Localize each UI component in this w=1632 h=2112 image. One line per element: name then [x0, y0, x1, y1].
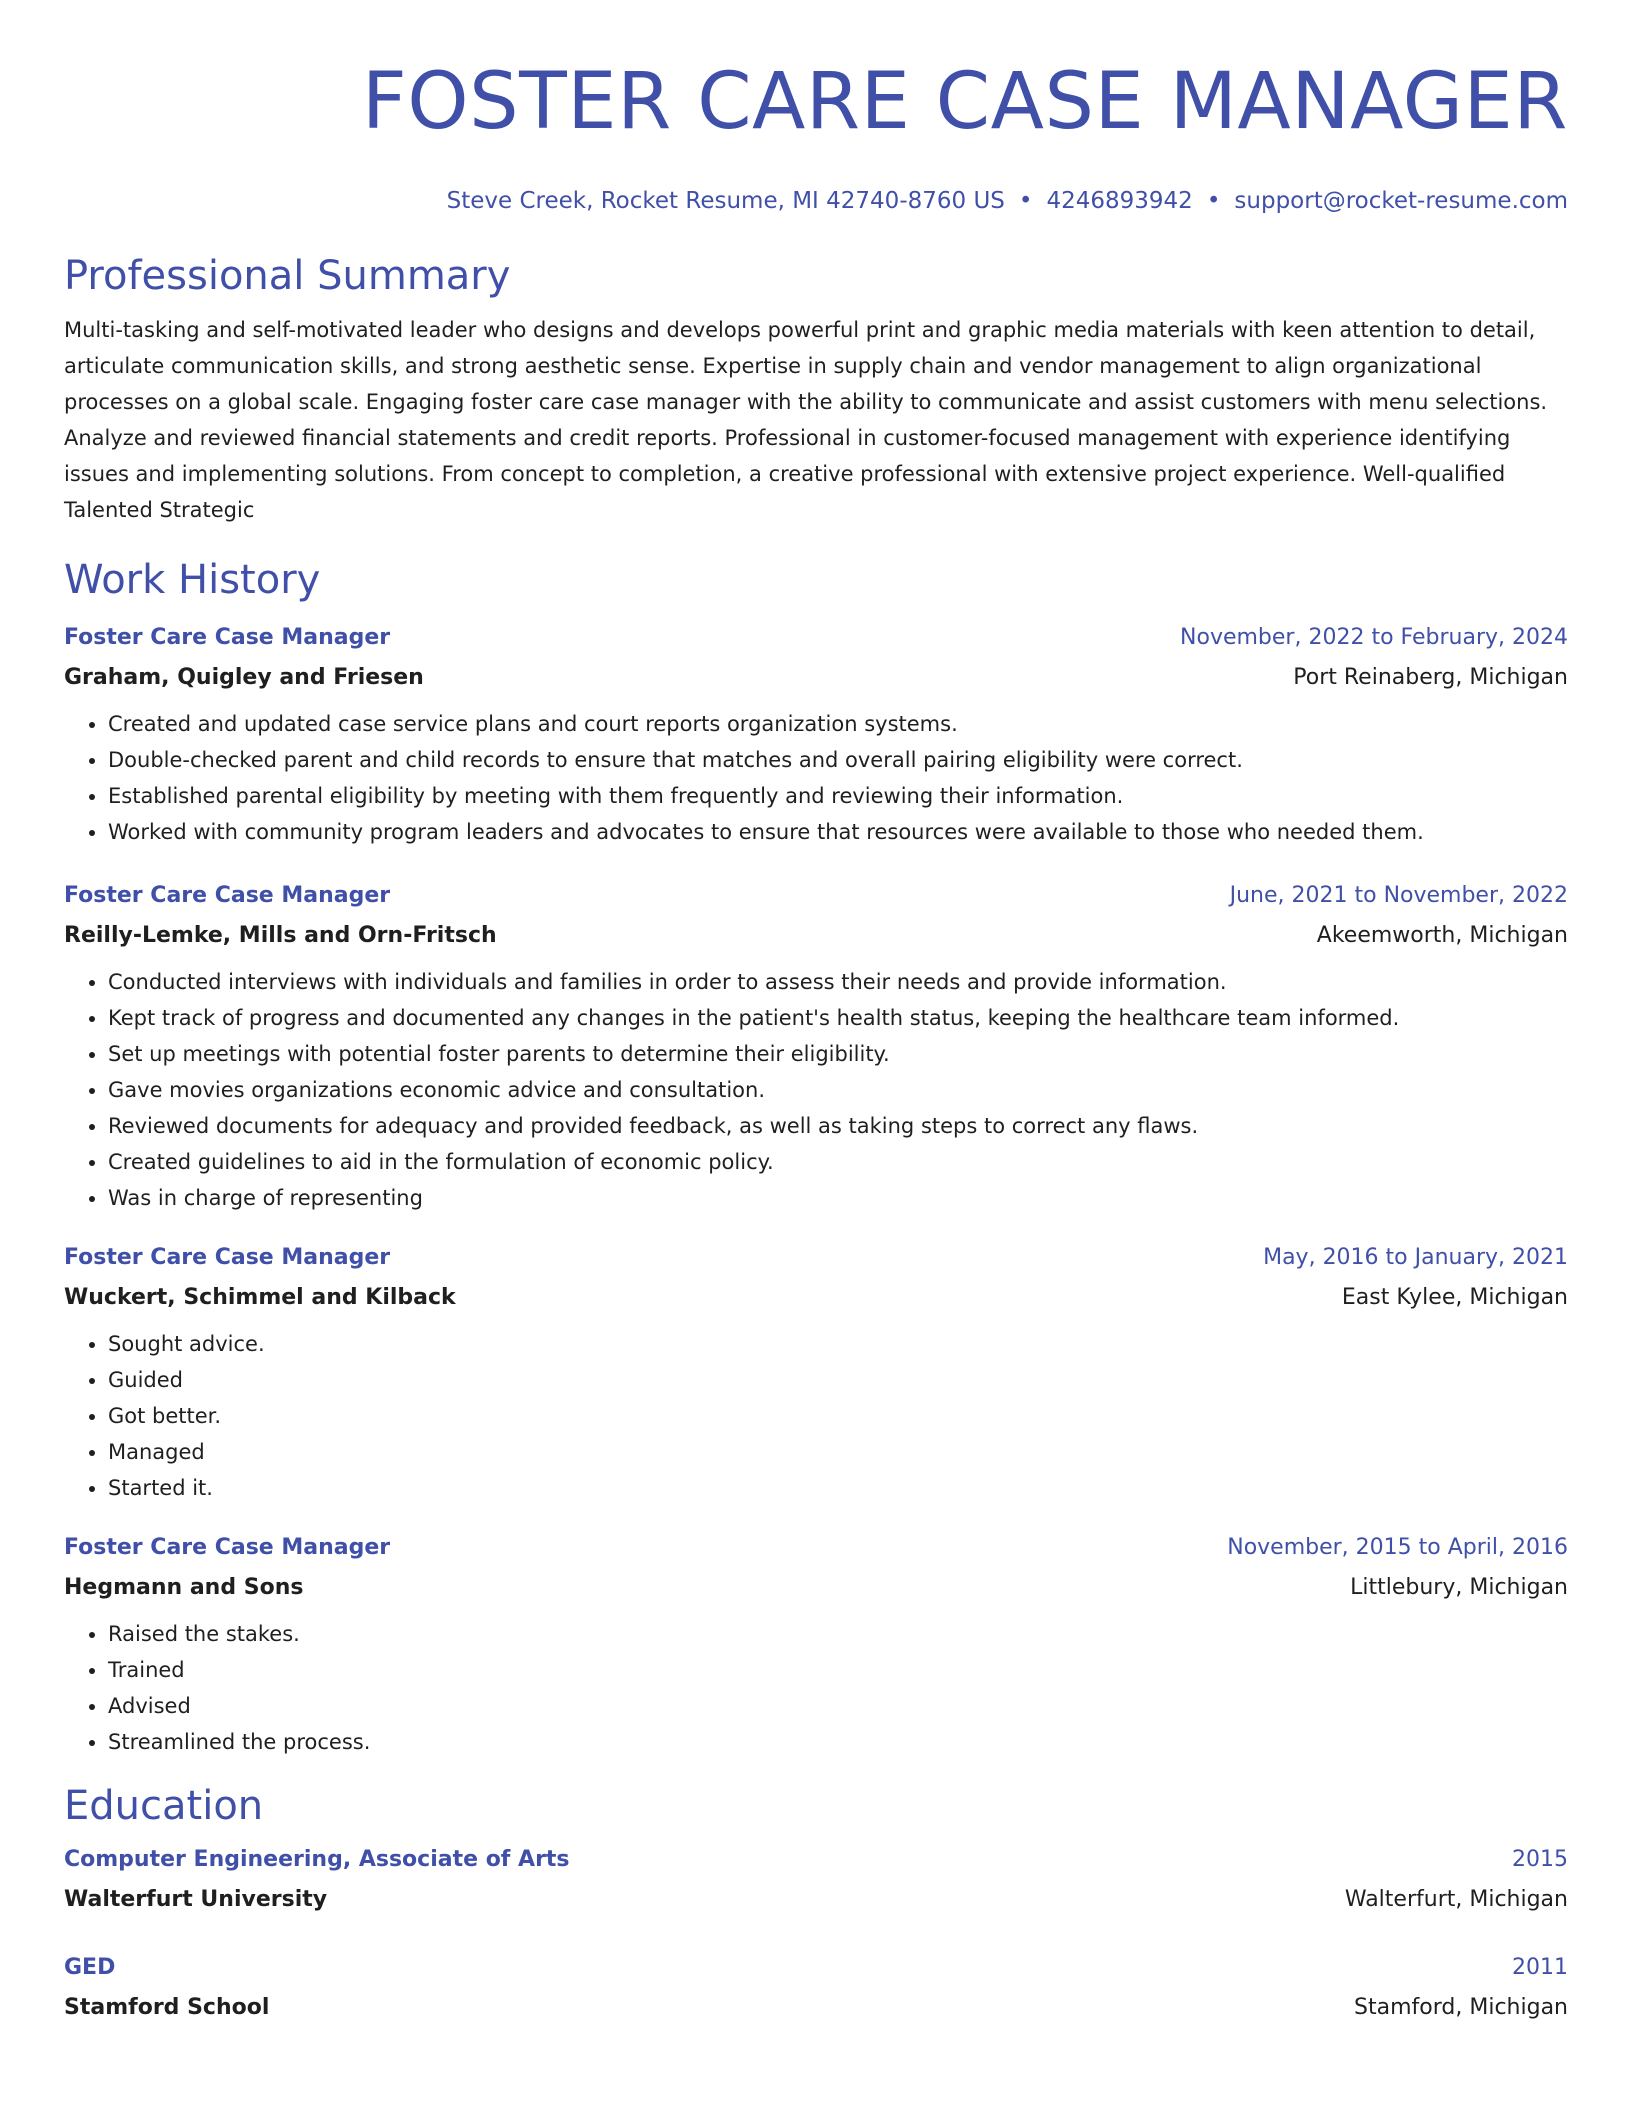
- job-bullets: [64, 1326, 1568, 1506]
- contact-address: Steve Creek, Rocket Resume, MI 42740-8760 US: [446, 188, 1005, 214]
- education-entry: [64, 1840, 1568, 1920]
- list-item: • Managed: [108, 1434, 1568, 1470]
- list-item: • Kept track of progress and documented any changes in the patient's health status, keeping the healthcare team informed.: [108, 1000, 1568, 1036]
- job-location: Littlebury, Michigan: [1350, 1575, 1568, 1600]
- education-school: Stamford School: [64, 1995, 270, 2020]
- job-bullets: [64, 706, 1568, 850]
- job-title: Foster Care Case Manager: [64, 1535, 391, 1560]
- list-item: • Was in charge of representing: [108, 1180, 1568, 1216]
- job-location: Akeemworth, Michigan: [1316, 923, 1568, 948]
- education-year: 2015: [1512, 1847, 1568, 1872]
- list-item: • Double-checked parent and child records to ensure that matches and overall pairing eligibility were correct.: [108, 742, 1568, 778]
- education-degree: GED: [64, 1955, 116, 1980]
- list-item: • Guided: [108, 1362, 1568, 1398]
- list-item: • Created guidelines to aid in the formulation of economic policy.: [108, 1144, 1568, 1180]
- job-company: Wuckert, Schimmel and Kilback: [64, 1285, 456, 1310]
- education-location: Walterfurt, Michigan: [1344, 1887, 1568, 1912]
- education-heading: Education: [64, 1783, 264, 1829]
- education-school: Walterfurt University: [64, 1887, 328, 1912]
- list-item: • Conducted interviews with individuals and families in order to assess their needs and provide information.: [108, 964, 1568, 1000]
- resume-name: FOSTER CARE CASE MANAGER: [361, 57, 1568, 147]
- list-item: • Created and updated case service plans and court reports organization systems.: [108, 706, 1568, 742]
- contact-line: [64, 186, 1568, 216]
- job-dates: May, 2016 to January, 2021: [1263, 1245, 1568, 1270]
- education-location: Stamford, Michigan: [1354, 1995, 1568, 2020]
- job-entry: [64, 618, 1568, 850]
- contact-phone: 4246893942: [1046, 188, 1193, 214]
- job-title: Foster Care Case Manager: [64, 625, 391, 650]
- list-item: • Established parental eligibility by meeting with them frequently and reviewing their information.: [108, 778, 1568, 814]
- list-item: • Trained: [108, 1652, 1568, 1688]
- job-entry: [64, 1238, 1568, 1506]
- work-history-heading: Work History: [64, 557, 321, 603]
- contact-separator: •: [1206, 188, 1221, 214]
- education-entry: [64, 1948, 1568, 2028]
- list-item: • Started it.: [108, 1470, 1568, 1506]
- job-company: Hegmann and Sons: [64, 1575, 304, 1600]
- list-item: • Advised: [108, 1688, 1568, 1724]
- list-item: • Sought advice.: [108, 1326, 1568, 1362]
- list-item: • Streamlined the process.: [108, 1724, 1568, 1760]
- job-entry: [64, 876, 1568, 1216]
- education-degree: Computer Engineering, Associate of Arts: [64, 1847, 570, 1872]
- job-location: East Kylee, Michigan: [1341, 1285, 1568, 1310]
- list-item: • Reviewed documents for adequacy and provided feedback, as well as taking steps to correct any flaws.: [108, 1108, 1568, 1144]
- list-item: • Got better.: [108, 1398, 1568, 1434]
- job-entry: [64, 1528, 1568, 1760]
- summary-text: Multi-tasking and self-motivated leader who designs and develops powerful print and graphic media materials with keen attention to detail, articulate communication skills, and strong aesthetic sense. Expertise in supply chain and vendor management to align organizational processes on a global scale. Engaging foster care case manager with the ability to communicate and assist customers with menu selections. Analyze and reviewed financial statements and credit reports. Professional in customer-focused management with experience identifying issues and implementing solutions. From concept to completion, a creative professional with extensive project experience. Well-qualified Talented Strategic: [64, 318, 1548, 522]
- education-year: 2011: [1512, 1955, 1568, 1980]
- job-company: Reilly-Lemke, Mills and Orn-Fritsch: [64, 923, 497, 948]
- resume-header: [64, 56, 1568, 216]
- job-bullets: [64, 964, 1568, 1216]
- contact-email: support@rocket-resume.com: [1234, 188, 1568, 214]
- job-bullets: [64, 1616, 1568, 1760]
- job-title: Foster Care Case Manager: [64, 883, 391, 908]
- job-dates: November, 2015 to April, 2016: [1227, 1535, 1568, 1560]
- list-item: • Set up meetings with potential foster parents to determine their eligibility.: [108, 1036, 1568, 1072]
- job-dates: June, 2021 to November, 2022: [1229, 883, 1568, 908]
- summary-heading: Professional Summary: [64, 253, 511, 299]
- job-dates: November, 2022 to February, 2024: [1180, 625, 1568, 650]
- job-title: Foster Care Case Manager: [64, 1245, 391, 1270]
- list-item: • Raised the stakes.: [108, 1616, 1568, 1652]
- list-item: • Gave movies organizations economic advice and consultation.: [108, 1072, 1568, 1108]
- job-location: Port Reinaberg, Michigan: [1293, 665, 1568, 690]
- contact-separator: •: [1018, 188, 1033, 214]
- list-item: • Worked with community program leaders and advocates to ensure that resources were available to those who needed them.: [108, 814, 1568, 850]
- job-company: Graham, Quigley and Friesen: [64, 665, 424, 690]
